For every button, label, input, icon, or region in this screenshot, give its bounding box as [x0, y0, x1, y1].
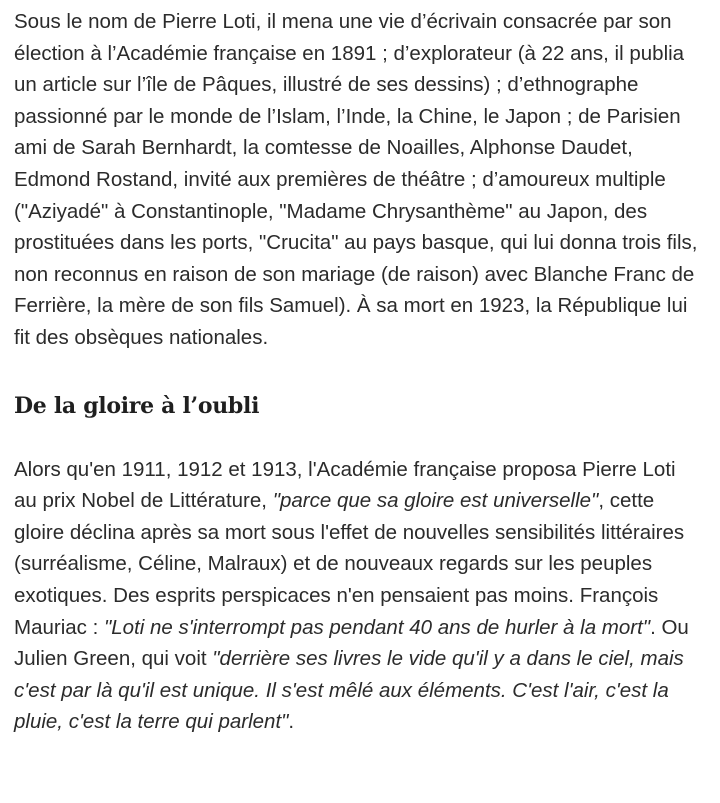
legacy-text-3: . Ou Julien Green, qui voit	[14, 615, 689, 671]
quote-academie: "parce que sa gloire est universelle"	[272, 489, 599, 513]
quote-mauriac: "Loti ne s'interrompt pas pendant 40 ans de hurler à la mort"	[104, 615, 651, 639]
legacy-text-2: , cette gloire déclina après sa mort sous l'effet de nouvelles sensibilités littéraires (surréalisme, Céline, Malraux) et de nouveaux regards sur les peuples exotiques. Des esprits perspicaces n'en pensaient pas moins. François Mauriac :	[14, 489, 685, 639]
legacy-text-4: .	[288, 710, 295, 734]
section-heading: De la gloire à l’oubli	[14, 392, 260, 419]
paragraph-biography: Sous le nom de Pierre Loti, il mena une vie d’écrivain consacrée par son élection à l’Académie française en 1891 ; d’explorateur (à 22 ans, il publia un article sur l’île de Pâques, illustré de ses dessins) ; d’ethnographe passionné par le monde de l’Islam, l’Inde, la Chine, le Japon ; de Parisien ami de Sarah Bernhardt, la comtesse de Noailles, Alphonse Daudet, Edmond Rostand, invité aux premières de théâtre ; d’amoureux multiple ("Aziyadé" à Constantinople, "Madame Chrysanthème" au Japon, des prostituées dans les ports, "Crucita" au pays basque, qui lui donna trois fils, non reconnus en raison de son mariage (de raison) avec Blanche Franc de Ferrière, la mère de son fils Samuel). À sa mort en 1923, la République lui fit des obsèques nationales.	[14, 10, 698, 349]
quote-green: "derrière ses livres le vide qu'il y a dans le ciel, mais c'est par là qu'il est unique. Il s'est mêlé aux éléments. C'est l'air, c'est la pluie, c'est la terre qui parlent"	[14, 647, 684, 734]
paragraph-legacy	[14, 454, 704, 738]
legacy-text-1: Alors qu'en 1911, 1912 et 1913, l'Académie française proposa Pierre Loti au prix Nobel de Littérature,	[14, 457, 676, 513]
